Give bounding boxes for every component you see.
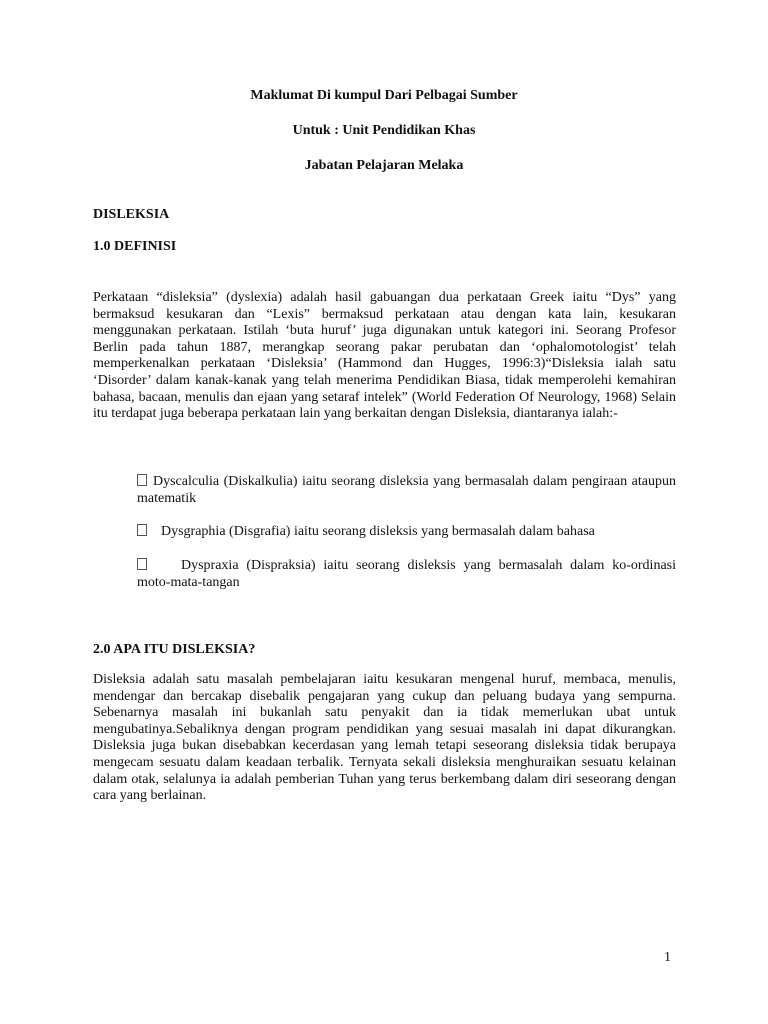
header-title-line-1: Maklumat Di kumpul Dari Pelbagai Sumber [250, 88, 518, 103]
checkbox-bullet-icon [137, 558, 147, 570]
definisi-paragraph: Perkataan “disleksia” (dyslexia) adalah hasil gabuangan dua perkataan Greek iaitu “Dys” yang bermaksud kesukaran dan “Lexis” bermaksud perkataan atau dengan kata lain, kesukaran menggunakan perkataan. Istilah ‘buta huruf’ juga digunakan untuk kategori ini. Seorang Profesor Berlin pada tahun 1887, merangkap seorang pakar perubatan dan ‘ophalomotologist’ telah memperkenalkan perkataan ‘Disleksia’ (Hammond dan Hugges, 1996:3)“Disleksia ialah satu ‘Disorder’ dalam kanak-kanak yang telah menerima Pendidikan Biasa, tidak memperolehi kemahiran bahasa, bacaan, menulis dan ejaan yang setaraf intelek” (World Federation Of Neurology, 1968) Selain itu terdapat juga beberapa perkataan lain yang berkaitan dengan Disleksia, diantaranya ialah:- [93, 290, 676, 422]
checkbox-bullet-icon [137, 474, 147, 486]
section-definisi-title: 1.0 DEFINISI [93, 239, 177, 254]
bullet-text: Dyscalculia (Diskalkulia) iaitu seorang disleksia yang bermasalah dalam pengiraan ataupun matematik [137, 474, 676, 506]
apa-paragraph: Disleksia adalah satu masalah pembelajaran iaitu kesukaran mengenal huruf, membaca, menulis, mendengar dan bercakap disebalik pengajaran yang cukup dan peluang budaya yang sempurna. Sebenarnya masalah ini bukanlah satu penyakit dan ia tidak memerlukan ubat untuk mengubatinya.Sebaliknya dengan program pendidikan yang sesuai masalah ini dapat dikurangkan. Disleksia juga bukan disebabkan kecerdasan yang lemah tetapi seseorang disleksia tidak berupaya mengecam sesuatu dalam keadaan terbalik. Ternyata sekali disleksia menghuraikan sesuatu kelainan dalam otak, selalunya ia adalah pemberian Tuhan yang terus berkembang dalam diri seseorang dengan cara yang berlainan. [93, 672, 676, 804]
bullet-text: Dyspraxia (Dispraksia) iaitu seorang disleksis yang bermasalah dalam ko-ordinasi moto-mata-tangan [137, 558, 676, 590]
bullet-text: Dysgraphia (Disgrafia) iaitu seorang disleksis yang bermasalah dalam bahasa [161, 524, 595, 539]
bullet-item-dyscalculia [137, 473, 676, 507]
bullet-item-dyspraxia [137, 557, 676, 591]
header-title-line-2: Untuk : Unit Pendidikan Khas [292, 123, 476, 138]
section-apa-title: 2.0 APA ITU DISLEKSIA? [93, 642, 256, 657]
page-number: 1 [664, 950, 671, 965]
main-title: DISLEKSIA [93, 207, 170, 222]
bullet-item-dysgraphia [137, 523, 676, 540]
checkbox-bullet-icon [137, 524, 147, 536]
header-title-line-3: Jabatan Pelajaran Melaka [304, 158, 464, 173]
